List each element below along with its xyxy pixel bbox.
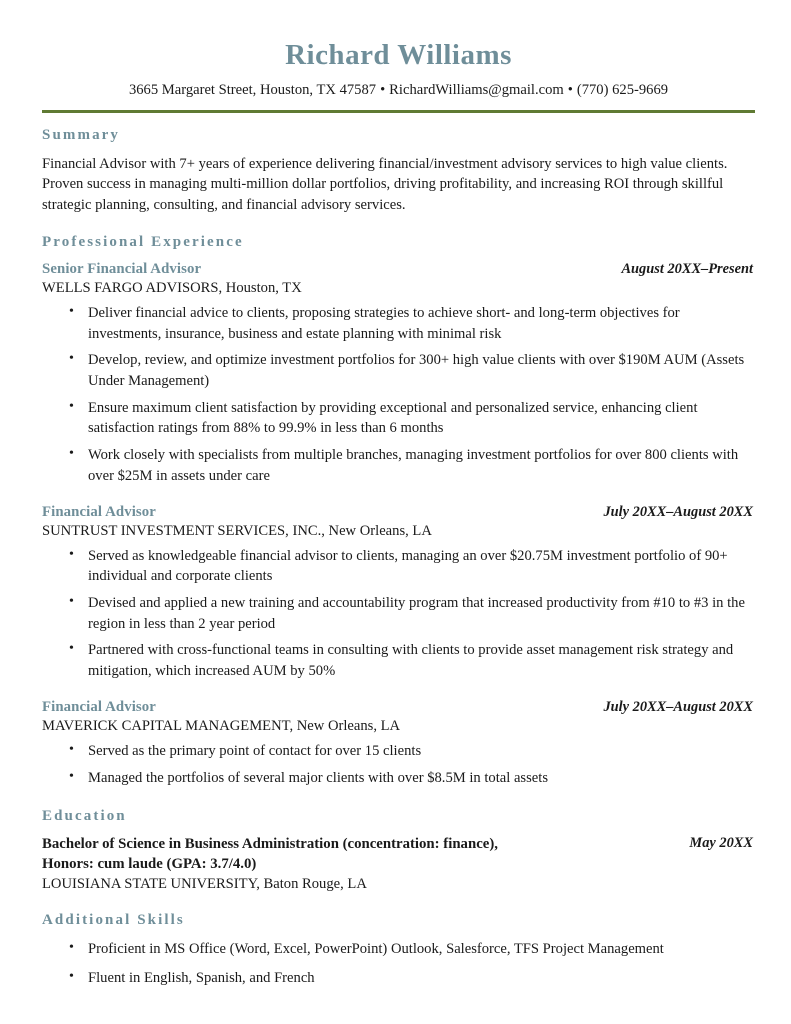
experience-company: MAVERICK CAPITAL MANAGEMENT, New Orleans, LA	[42, 717, 401, 734]
contact-separator-1: •	[380, 81, 386, 98]
education-date: May 20XX	[689, 835, 753, 852]
education-entry-header	[42, 835, 755, 874]
section-summary	[42, 127, 755, 216]
section-title-skills: Additional Skills	[42, 912, 185, 929]
experience-job-date: July 20XX–August 20XX	[603, 698, 753, 715]
contact-email[interactable]: RichardWilliams@gmail.com	[389, 81, 564, 98]
experience-bullet-list	[42, 741, 755, 788]
list-item: • Partnered with cross-functional teams in consulting with clients to provide asset management risk strategy and mitigation, which increased AUM by 50%	[42, 640, 755, 681]
education-degree	[42, 835, 498, 874]
list-item: • Ensure maximum client satisfaction by providing exceptional and personalized service, enhancing client satisfaction ratings from 88% to 99.9% in less than 6 months	[42, 398, 755, 439]
experience-company: SUNTRUST INVESTMENT SERVICES, INC., New Orleans, LA	[42, 522, 432, 539]
list-item: • Managed the portfolios of several major clients with over $8.5M in total assets	[42, 768, 755, 789]
section-additional-skills	[42, 912, 755, 988]
list-item: • Work closely with specialists from multiple branches, managing investment portfolios for over 800 clients with over $25M in assets under care	[42, 445, 755, 486]
list-item: • Fluent in English, Spanish, and French	[42, 968, 755, 989]
section-title-experience: Professional Experience	[42, 233, 244, 250]
contact-line	[42, 81, 755, 100]
contact-address: 3665 Margaret Street, Houston, TX 47587	[128, 81, 377, 98]
experience-bullet-list	[42, 303, 755, 487]
experience-job-title: Financial Advisor	[42, 503, 156, 520]
header-divider-rule	[42, 110, 755, 113]
candidate-name: Richard Williams	[285, 39, 512, 71]
list-item: • Develop, review, and optimize investment portfolios for 300+ high value clients with over $190M AUM (Assets Under Management)	[42, 350, 755, 391]
contact-phone[interactable]: (770) 625-9669	[576, 81, 669, 98]
list-item: • Served as the primary point of contact for over 15 clients	[42, 741, 755, 762]
experience-job-title: Senior Financial Advisor	[42, 260, 202, 277]
contact-separator-2: •	[567, 81, 573, 98]
section-title-education: Education	[42, 808, 127, 825]
experience-bullet-list	[42, 546, 755, 682]
list-item: • Served as knowledgeable financial advisor to clients, managing an over $20.75M investment portfolio of 90+ individual and corporate clients	[42, 546, 755, 587]
list-item: • Devised and applied a new training and accountability program that increased productivity from #10 to #3 in the region in less than 2 year period	[42, 593, 755, 634]
experience-entry	[42, 699, 755, 788]
experience-entry	[42, 261, 755, 487]
experience-company: WELLS FARGO ADVISORS, Houston, TX	[42, 279, 302, 296]
section-professional-experience	[42, 234, 755, 788]
summary-paragraph: Financial Advisor with 7+ years of experience delivering financial/investment advisory services to high value clients. Proven success in managing multi-million dollar portfolios, driving profitability, and increasing ROI through skillful strategic planning, consulting, and financial advisory services.	[42, 155, 728, 214]
experience-entry-header	[42, 261, 755, 278]
experience-job-date: July 20XX–August 20XX	[603, 503, 753, 520]
experience-job-date: August 20XX–Present	[621, 260, 753, 277]
education-degree-line1: Bachelor of Science in Business Administration (concentration: finance),	[42, 836, 498, 853]
resume-header	[42, 38, 755, 100]
education-degree-line2: Honors: cum laude (GPA: 3.7/4.0)	[42, 855, 257, 872]
skills-bullet-list	[42, 939, 755, 988]
section-title-summary: Summary	[42, 126, 121, 143]
experience-entry-header	[42, 699, 755, 716]
experience-entry-header	[42, 504, 755, 521]
section-education	[42, 808, 755, 894]
list-item: • Deliver financial advice to clients, proposing strategies to achieve short- and long-term objectives for investments, insurance, business and estate planning with minimal risk	[42, 303, 755, 344]
list-item: • Proficient in MS Office (Word, Excel, PowerPoint) Outlook, Salesforce, TFS Project Management	[42, 939, 755, 960]
experience-job-title: Financial Advisor	[42, 698, 156, 715]
education-school: LOUISIANA STATE UNIVERSITY, Baton Rouge, LA	[42, 876, 367, 893]
experience-entry	[42, 504, 755, 682]
